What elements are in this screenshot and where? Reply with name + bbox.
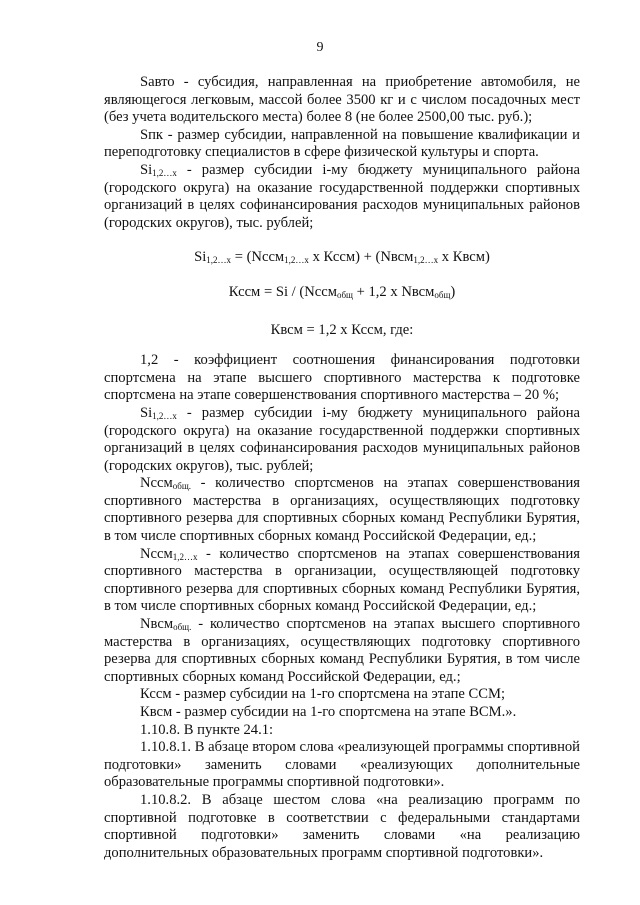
formula-si-part-b: = (Nссм — [231, 249, 285, 266]
symbol-nssm-total-subscript: общ. — [172, 481, 191, 492]
paragraph-nssm-total — [104, 475, 580, 545]
si-definition-2-text: - размер субсидии i-му бюджету муниципального района (городского округа) на оказание государственной поддержки спортивных организаций в целях софинансирования расходов муниципальных районов (городских округов), тыс. рублей; — [104, 404, 580, 474]
formula-si-part-a: Si — [194, 249, 207, 266]
paragraph-item-1-10-8-2: 1.10.8.2. В абзаце шестом слова «на реализацию программ по спортивной подготовке в соответствии с федеральными стандартами спортивной подготовки» заменить словами «на реализацию дополнительных образовательных программ спортивной подготовки». — [104, 791, 580, 861]
formula-si-part-c: х Кссм) + (Nвсм — [308, 249, 414, 266]
paragraph-si-definition-2 — [104, 405, 580, 475]
nvsm-total-text: - количество спортсменов на этапах высшего спортивного мастерства в организациях, осуществляющих подготовку спортивного резерва для спортивных сборных команд Республики Бурятия, в том числе спортивных сборных команд Российской Федерации, ед.; — [104, 616, 580, 685]
symbol-nvsm-total: Nвсм — [140, 616, 174, 633]
formula-si — [104, 249, 580, 267]
symbol-nssm-x-subscript: 1,2…x — [172, 551, 198, 562]
formula-kssm-part-b: + 1,2 х Nвсм — [352, 283, 435, 300]
paragraph-nvsm-total — [104, 616, 580, 686]
formula-kssm-sub-a: общ — [336, 289, 353, 300]
nssm-total-text: - количество спортсменов на этапах совершенствования спортивного мастерства в организациях, осуществляющих подготовку спортивного резерва для спортивных сборных команд Республики Бурятия, в том числе спортивных сборных команд Российской Федерации, ед.; — [104, 475, 580, 545]
page-number: 9 — [316, 40, 324, 55]
formula-si-sub-b: 1,2…x — [284, 255, 309, 266]
paragraph-nssm-x — [104, 546, 580, 616]
symbol-nssm-x: Nссм — [140, 545, 173, 562]
paragraph-kvsm: Квсм - размер субсидии на 1-го спортсмена на этапе ВСМ.». — [140, 704, 517, 720]
si-definition-text: - размер субсидии i-му бюджету муниципального района (городского округа) на оказание государственной поддержки спортивных организаций в целях софинансирования расходов муниципальных районов (городских округов), тыс. рублей; — [104, 161, 580, 231]
symbol-si: Si — [140, 161, 153, 178]
symbol-nvsm-total-subscript: общ. — [173, 622, 192, 633]
formula-kssm-sub-b: общ — [434, 289, 451, 300]
paragraph-s-avto: Sавто - субсидия, направленная на приобретение автомобиля, не являющегося легковым, массой более 3500 кг и с числом посадочных мест (без учета водительского места) более 8 (не более 2500,00 тыс. руб.); — [104, 74, 580, 126]
formula-kssm-part-c: ) — [450, 283, 456, 300]
paragraph-coefficient: 1,2 - коэффициент соотношения финансирования подготовки спортсмена на этапе высшего спортивного мастерства к подготовке спортсмена на этапе совершенствования спортивного мастерства – 20 %; — [104, 352, 580, 404]
formula-si-sub-c: 1,2…x — [413, 255, 439, 266]
symbol-nssm-total: Nссм — [140, 475, 173, 492]
symbol-si-2-subscript: 1,2…x — [152, 410, 177, 421]
paragraph-si-definition — [104, 162, 580, 232]
paragraph-s-pk: Sпк - размер субсидии, направленной на повышение квалификации и переподготовку специалистов в сфере физической культуры и спорта. — [104, 126, 580, 161]
formula-kssm — [104, 284, 580, 302]
paragraph-kssm: Кссм - размер субсидии на 1-го спортсмена на этапе ССМ; — [140, 686, 506, 703]
formula-kssm-part-a: Кссм = Si / (Nссм — [228, 283, 337, 300]
formula-si-sub-a: 1,2…x — [206, 255, 232, 266]
nssm-x-text: - количество спортсменов на этапах совершенствования спортивного мастерства в организации, осуществляющей подготовку спортивного резерва для спортивных сборных команд Республики Бурятия, в том числе спортивных сборных команд Российской Федерации, ед.; — [104, 545, 580, 615]
symbol-si-2: Si — [140, 404, 153, 421]
formula-si-part-d: х Квсм) — [438, 249, 490, 266]
paragraph-item-1-10-8-1: 1.10.8.1. В абзаце втором слова «реализующей программы спортивной подготовки» заменить словами «реализующих дополнительные образовательные программы спортивной подготовки». — [104, 739, 580, 791]
paragraph-item-1-10-8: 1.10.8. В пункте 24.1: — [140, 721, 274, 738]
symbol-si-subscript: 1,2…x — [152, 167, 177, 178]
document-body — [104, 74, 580, 862]
formula-kvsm: Квсм = 1,2 х Кссм, где: — [270, 321, 414, 338]
